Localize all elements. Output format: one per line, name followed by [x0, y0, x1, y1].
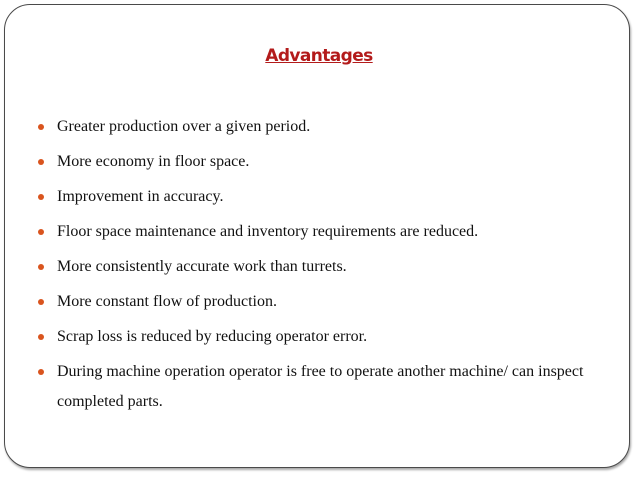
- list-item-text: Floor space maintenance and inventory requirements are reduced.: [57, 223, 479, 240]
- bullet-dot-icon: [38, 229, 44, 235]
- bullet-dot-icon: [38, 369, 44, 375]
- list-item: [38, 147, 608, 177]
- list-item: [38, 112, 608, 142]
- bullet-list: [38, 112, 608, 417]
- list-item-text: Scrap loss is reduced by reducing operator error.: [57, 328, 368, 345]
- bullet-dot-icon: [38, 334, 44, 340]
- list-item-text: Greater production over a given period.: [57, 118, 311, 135]
- list-item-text: During machine operation operator is free to operate another machine/ can inspect completed parts.: [57, 363, 584, 410]
- list-item: [38, 182, 608, 212]
- list-item: [38, 252, 608, 282]
- list-item: [38, 287, 608, 317]
- bullet-dot-icon: [38, 194, 44, 200]
- list-item: [38, 357, 608, 417]
- slide-title: Advantages: [265, 46, 373, 66]
- bullet-dot-icon: [38, 299, 44, 305]
- list-item: [38, 322, 608, 352]
- list-item-text: Improvement in accuracy.: [57, 188, 224, 205]
- bullet-dot-icon: [38, 264, 44, 270]
- list-item-text: More constant flow of production.: [57, 293, 277, 310]
- list-item-text: More economy in floor space.: [57, 153, 250, 170]
- list-item-text: More consistently accurate work than turrets.: [57, 258, 347, 275]
- bullet-dot-icon: [38, 159, 44, 165]
- list-item: [38, 217, 608, 247]
- bullet-dot-icon: [38, 124, 44, 130]
